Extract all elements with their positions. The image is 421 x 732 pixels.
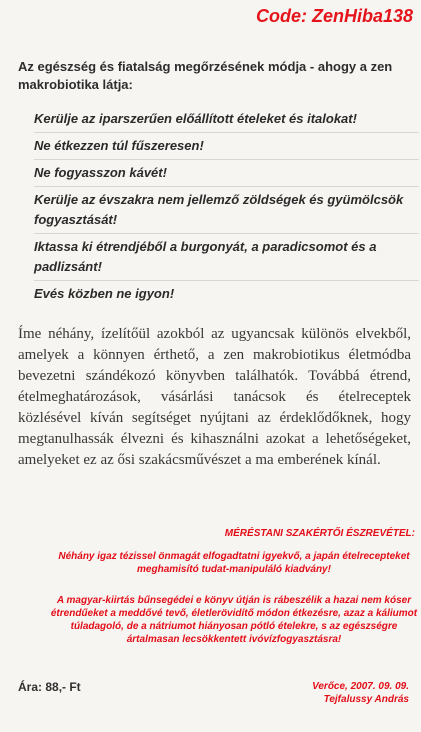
expert-comment-1: Néhány igaz tézissel önmagát elfogadtatni igyekvő, a japán ételrecepteket meghamisító tudat-manipuláló kiadvány! <box>58 551 410 575</box>
expert-comment-title: MÉRÉSTANI SZAKÉRTŐI ÉSZREVÉTEL: <box>224 528 415 539</box>
rule-item: Kerülje az évszakra nem jellemző zöldségek és gyümölcsök fogyasztását! <box>34 187 419 234</box>
rule-item: Ne étkezzen túl fűszeresen! <box>34 133 419 160</box>
rules-list <box>34 106 419 307</box>
code-label: Code: ZenHiba138 <box>255 6 413 26</box>
signature-place-date: Verőce, 2007. 09. 09. <box>312 681 409 692</box>
rule-item: Kerülje az iparszerűen előállított ételeket és italokat! <box>34 106 419 133</box>
signature-block <box>239 680 409 706</box>
signature-name: Tejfalussy András <box>323 694 409 705</box>
rule-item: Iktassa ki étrendjéből a burgonyát, a paradicsomot és a padlizsánt! <box>34 234 419 281</box>
rule-item: Ne fogyasszon kávét! <box>34 160 419 187</box>
rule-item: Evés közben ne igyon! <box>34 286 175 301</box>
expert-comment-2: A magyar-kiirtás bűnsegédei e könyv útján is rábeszélik a hazai nem kóser étrendűeket a meddővé tevő, életlerövidítő módon étkezésre, azaz a káliumot túladagoló, de a nátriumot hiányosan pótló ételekre, s az egészségre ártalmasan lecsökkentett ivóvízfogyasztásra! <box>50 595 418 645</box>
description-paragraph: Íme néhány, ízelítőül azokból az ugyancsak különös elvekből, amelyek a könnyen érthető, a zen makrobiotikus életmódba bevezetni szándékozó könyvben találhatók. Továbbá étrend, ételmeghatározások, vásárlási tanácsok és ételreceptek közlésével kíván segítséget nyújtani az érdeklődőknek, hogy megtanulhassák élvezni és kihasználni azokat a lehetőségeket, amelyeket ez az ősi szakácsművészet a ma emberének kínál. <box>18 326 411 468</box>
price-label: Ára: 88,- Ft <box>18 680 81 694</box>
section-heading: Az egészség és fiatalság megőrzésének módja - ahogy a zen makrobiotika látja: <box>18 59 393 92</box>
